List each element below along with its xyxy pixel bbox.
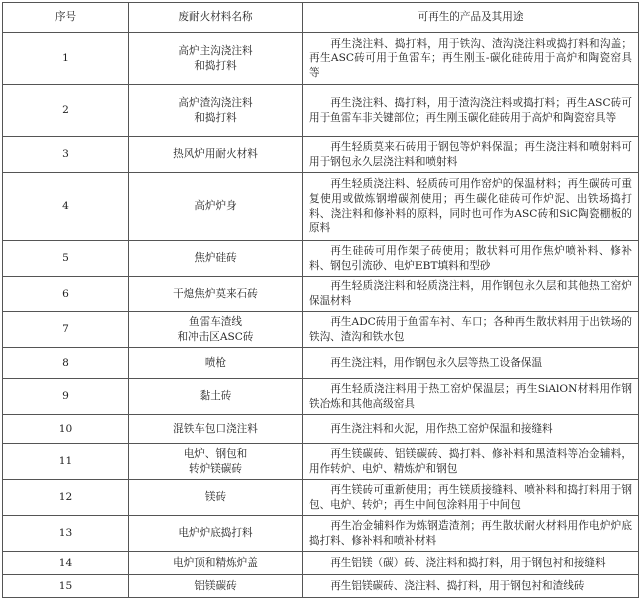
table-row bbox=[3, 173, 639, 241]
name-line-2: 和捣打料 bbox=[194, 111, 237, 124]
row-number: 13 bbox=[3, 516, 129, 552]
table-row bbox=[3, 348, 639, 379]
row-uses bbox=[303, 480, 639, 516]
uses-text: 再生ADC砖用于鱼雷车衬、车口；各种再生散状料用于出铁场的铁沟、渣沟和铁水包 bbox=[309, 315, 632, 343]
table-row bbox=[3, 241, 639, 277]
name-line-1: 混铁车包口浇注料 bbox=[173, 422, 258, 435]
row-material-name bbox=[129, 480, 303, 516]
row-material-name bbox=[129, 85, 303, 137]
row-uses bbox=[303, 173, 639, 241]
table-row bbox=[3, 480, 639, 516]
table-row bbox=[3, 277, 639, 312]
uses-text: 再生镁碳砖、铝镁碳砖、捣打料、修补料和黑渣料等冶金辅料，用作转炉、电炉、精炼炉和钢包 bbox=[309, 447, 632, 475]
table-row bbox=[3, 552, 639, 575]
row-uses bbox=[303, 241, 639, 277]
uses-text: 再生铝镁（碳）砖、浇注料和捣打料，用于钢包衬和接缝料 bbox=[330, 556, 606, 569]
name-line-1: 高炉炉身 bbox=[194, 200, 237, 213]
table-header-row bbox=[3, 3, 639, 33]
row-uses bbox=[303, 379, 639, 415]
row-material-name bbox=[129, 137, 303, 173]
uses-text: 再生轻质浇注料、轻质砖可用作窑炉的保温材料；再生碳砖可重复使用或做炼钢增碳剂使用；再生碳化硅砖可作炉泥、出铁场捣打料、浇注料和修补料的原料，同时也可作为ASC砖和SiC陶瓷棚板的原料 bbox=[309, 178, 632, 235]
row-uses bbox=[303, 575, 639, 598]
uses-text: 再生浇注料和火泥，用作热工窑炉保温和接缝料 bbox=[330, 422, 553, 435]
uses-text: 再生铝镁碳砖、浇注料、捣打料，用于钢包衬和渣线砖 bbox=[330, 579, 585, 592]
row-material-name bbox=[129, 415, 303, 444]
table-row bbox=[3, 575, 639, 598]
name-line-1: 热风炉用耐火材料 bbox=[173, 148, 258, 161]
row-uses bbox=[303, 552, 639, 575]
name-line-1: 高炉渣沟浇注料 bbox=[178, 96, 253, 109]
row-uses bbox=[303, 137, 639, 173]
name-line-1: 镁砖 bbox=[204, 491, 227, 504]
uses-text: 再生轻质浇注料用于热工窑炉保温层；再生SiAlON材料用作钢铁冶炼和其他高级窑具 bbox=[309, 382, 632, 410]
name-line-2: 和捣打料 bbox=[194, 59, 237, 72]
name-line-1: 电炉顶和精炼炉盖 bbox=[173, 556, 258, 569]
row-number: 5 bbox=[3, 241, 129, 277]
row-uses bbox=[303, 33, 639, 85]
row-material-name bbox=[129, 312, 303, 348]
row-number: 14 bbox=[3, 552, 129, 575]
uses-text: 再生浇注料，用作钢包永久层等热工设备保温 bbox=[330, 356, 543, 369]
row-material-name bbox=[129, 241, 303, 277]
name-line-1: 铝镁碳砖 bbox=[194, 579, 237, 592]
row-material-name bbox=[129, 379, 303, 415]
uses-text: 再生镁砖可重新使用；再生镁质接缝料、喷补料和捣打料用于钢包、电炉、转炉；再生中间包涂料用于中间包 bbox=[309, 483, 632, 511]
uses-text: 再生浇注料、捣打料，用于渣沟浇注料或捣打料；再生ASC砖可用于鱼雷车非关键部位；再生刚玉碳化硅砖用于高炉和陶瓷窑具等 bbox=[309, 96, 632, 124]
table-row bbox=[3, 33, 639, 85]
header-material-name: 废耐火材料名称 bbox=[129, 3, 303, 33]
header-number: 序号 bbox=[3, 3, 129, 33]
row-material-name bbox=[129, 516, 303, 552]
name-line-1: 电炉、钢包和 bbox=[183, 447, 248, 460]
row-material-name bbox=[129, 575, 303, 598]
table-row bbox=[3, 85, 639, 137]
table-row bbox=[3, 516, 639, 552]
row-material-name bbox=[129, 348, 303, 379]
row-number: 2 bbox=[3, 85, 129, 137]
row-number: 4 bbox=[3, 173, 129, 241]
table-row bbox=[3, 137, 639, 173]
row-number: 11 bbox=[3, 444, 129, 480]
table-row bbox=[3, 312, 639, 348]
name-line-1: 黏土砖 bbox=[199, 390, 232, 403]
row-number: 15 bbox=[3, 575, 129, 598]
row-uses bbox=[303, 444, 639, 480]
name-line-1: 电炉炉底捣打料 bbox=[178, 527, 253, 540]
row-number: 10 bbox=[3, 415, 129, 444]
row-material-name bbox=[129, 277, 303, 312]
row-material-name bbox=[129, 173, 303, 241]
row-number: 6 bbox=[3, 277, 129, 312]
uses-text: 再生轻质浇注料和轻质浇注料，用作钢包永久层和其他热工窑炉保温材料 bbox=[309, 280, 632, 307]
name-line-2: 和冲击区ASC砖 bbox=[177, 330, 254, 343]
row-number: 1 bbox=[3, 33, 129, 85]
name-line-1: 焦炉硅砖 bbox=[194, 252, 237, 265]
row-number: 8 bbox=[3, 348, 129, 379]
row-uses bbox=[303, 312, 639, 348]
row-material-name bbox=[129, 552, 303, 575]
name-line-1: 高炉主沟浇注料 bbox=[178, 44, 253, 57]
row-material-name bbox=[129, 444, 303, 480]
row-uses bbox=[303, 516, 639, 552]
name-line-1: 鱼雷车渣线 bbox=[189, 315, 242, 328]
row-uses bbox=[303, 85, 639, 137]
recycled-refractory-table bbox=[2, 2, 639, 598]
row-number: 9 bbox=[3, 379, 129, 415]
row-number: 12 bbox=[3, 480, 129, 516]
uses-text: 再生浇注料、捣打料，用于铁沟、渣沟浇注料或捣打料和沟盖；再生ASC砖可用于鱼雷车；再生刚玉-碳化硅砖用于高炉和陶瓷窑具等 bbox=[309, 37, 632, 79]
uses-text: 再生硅砖可用作架子砖使用；散状料可用作焦炉喷补料、修补料、钢包引流砂、电炉EBT填料和型砂 bbox=[309, 244, 632, 272]
table-row bbox=[3, 379, 639, 415]
name-line-1: 喷枪 bbox=[204, 356, 227, 369]
row-material-name bbox=[129, 33, 303, 85]
row-uses bbox=[303, 415, 639, 444]
row-uses bbox=[303, 277, 639, 312]
row-number: 7 bbox=[3, 312, 129, 348]
uses-text: 再生轻质莫来石砖用于钢包等炉料保温；再生浇注料和喷射料可用于钢包永久层浇注料和喷射料 bbox=[309, 140, 632, 168]
row-number: 3 bbox=[3, 137, 129, 173]
table-row bbox=[3, 415, 639, 444]
uses-text: 再生冶金辅料作为炼钢造渣剂；再生散状耐火材料用作电炉炉底捣打料、修补料和喷补材料 bbox=[309, 519, 632, 547]
row-uses bbox=[303, 348, 639, 379]
name-line-2: 转炉镁碳砖 bbox=[189, 462, 242, 475]
name-line-1: 干熄焦炉莫来石砖 bbox=[173, 287, 258, 300]
table-row bbox=[3, 444, 639, 480]
header-products-uses: 可再生的产品及其用途 bbox=[303, 3, 639, 33]
